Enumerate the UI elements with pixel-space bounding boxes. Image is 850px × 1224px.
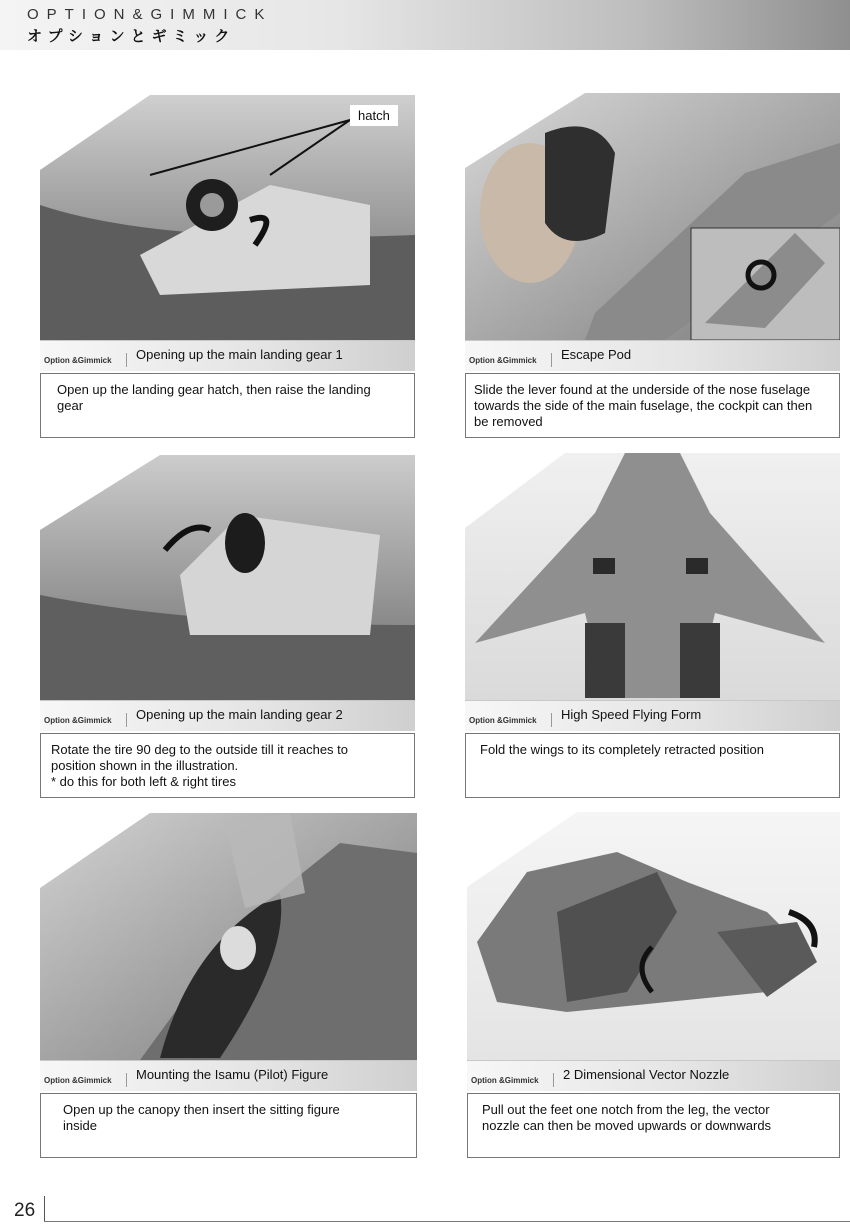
caption-separator: [126, 1073, 127, 1087]
caption-separator: [553, 1073, 554, 1087]
description-line: Open up the landing gear hatch, then raise the landing: [57, 382, 371, 397]
header-title: OPTION&GIMMICK: [27, 6, 273, 23]
photo-landing-gear-1-image: [40, 95, 415, 340]
option-gimmick-tag: Option &Gimmick: [469, 356, 537, 365]
description-line: inside: [63, 1118, 97, 1133]
caption-separator: [126, 353, 127, 367]
caption-title: High Speed Flying Form: [561, 707, 702, 722]
photo-landing-gear-1: [40, 95, 415, 340]
caption-bar: [465, 340, 840, 371]
caption-bar: [40, 700, 415, 731]
footer-divider: [44, 1196, 45, 1222]
description-line: Slide the lever found at the underside of the nose fuselage: [474, 382, 811, 397]
caption-bar: [40, 1060, 417, 1091]
card-vector-nozzle: [467, 812, 840, 1158]
description-box: [465, 733, 840, 798]
caption-bar: [467, 1060, 840, 1091]
photo-pilot-figure: [40, 813, 417, 1060]
option-gimmick-tag: Option &Gimmick: [44, 1076, 112, 1085]
photo-escape-pod: [465, 93, 840, 340]
caption-bar: [40, 340, 415, 371]
description-line: Fold the wings to its completely retracted position: [480, 742, 764, 757]
photo-pilot-figure-image: [40, 813, 417, 1060]
photo-high-speed-form-image: [465, 453, 840, 700]
caption-separator: [126, 713, 127, 727]
caption-title: 2 Dimensional Vector Nozzle: [563, 1067, 730, 1082]
option-gimmick-tag: Option &Gimmick: [44, 716, 112, 725]
photo-vector-nozzle: [467, 812, 840, 1060]
hatch-callout: hatch: [350, 105, 398, 126]
photo-escape-pod-image: [465, 93, 840, 340]
card-pilot-figure: [40, 813, 417, 1158]
caption-title: Opening up the main landing gear 2: [136, 707, 343, 722]
description-line: Open up the canopy then insert the sitting figure: [63, 1102, 340, 1117]
description-line: * do this for both left & right tires: [51, 774, 236, 789]
page-header: [0, 0, 850, 50]
description-line: Pull out the feet one notch from the leg, the vector: [482, 1102, 770, 1117]
option-gimmick-tag: Option &Gimmick: [44, 356, 112, 365]
photo-landing-gear-2-image: [40, 455, 415, 700]
card-landing-gear-2: [40, 455, 415, 798]
header-subtitle: オプションとギミック: [27, 28, 236, 45]
description-line: position shown in the illustration.: [51, 758, 239, 773]
photo-high-speed-form: [465, 453, 840, 700]
description-box: [40, 1093, 417, 1158]
photo-vector-nozzle-image: [467, 812, 840, 1060]
page-number: 26: [14, 1200, 36, 1221]
card-high-speed-form: [465, 453, 840, 798]
option-gimmick-tag: Option &Gimmick: [471, 1076, 539, 1085]
description-box: [467, 1093, 840, 1158]
description-box: [40, 733, 415, 798]
footer-rule: [44, 1221, 850, 1222]
caption-separator: [551, 353, 552, 367]
photo-landing-gear-2: [40, 455, 415, 700]
description-box: [465, 373, 840, 438]
description-line: nozzle can then be moved upwards or downwards: [482, 1118, 772, 1133]
caption-separator: [551, 713, 552, 727]
description-line: towards the side of the main fuselage, the cockpit can then: [474, 398, 813, 413]
card-escape-pod: [465, 93, 840, 438]
description-line: be removed: [474, 414, 543, 429]
description-line: Rotate the tire 90 deg to the outside till it reaches to: [51, 742, 349, 757]
caption-title: Escape Pod: [561, 347, 632, 362]
card-landing-gear-1: [40, 95, 415, 438]
caption-title: Opening up the main landing gear 1: [136, 347, 343, 362]
caption-title: Mounting the Isamu (Pilot) Figure: [136, 1067, 329, 1082]
caption-bar: [465, 700, 840, 731]
option-gimmick-tag: Option &Gimmick: [469, 716, 537, 725]
description-box: [40, 373, 415, 438]
description-line: gear: [57, 398, 84, 413]
